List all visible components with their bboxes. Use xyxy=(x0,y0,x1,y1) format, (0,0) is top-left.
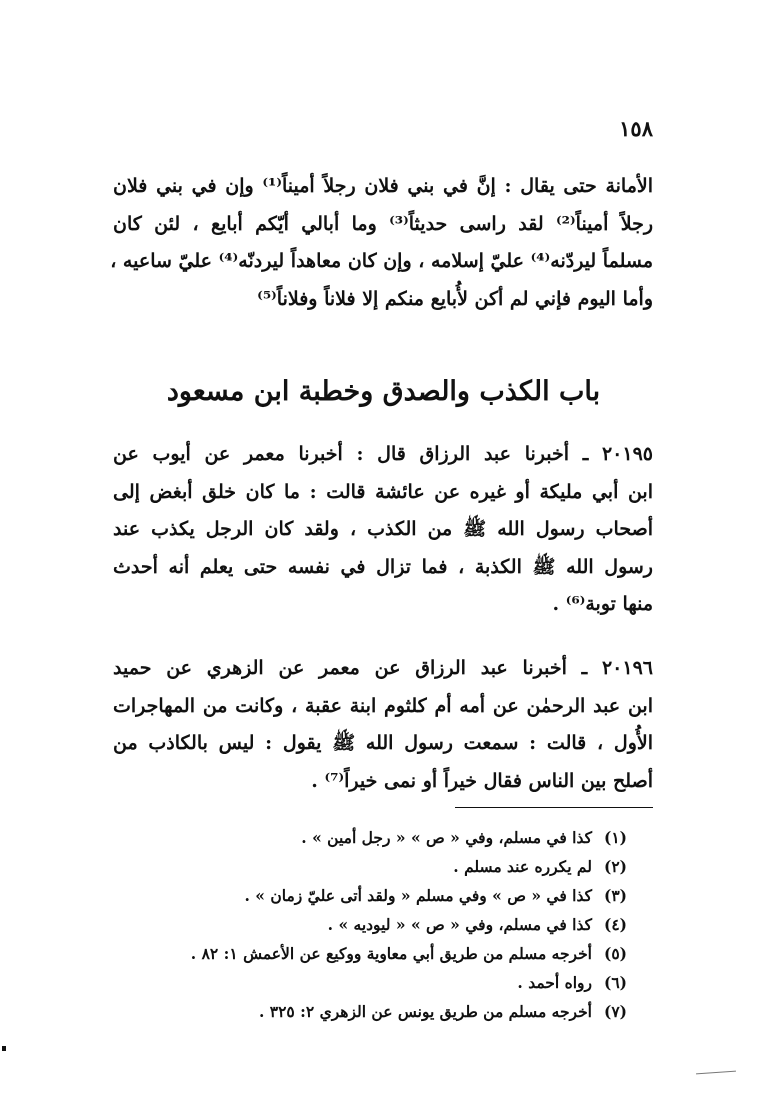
text-line: منها توبة⁽⁶⁾ . xyxy=(552,593,653,615)
footnote-text: لم يكرره عند مسلم . xyxy=(453,857,592,876)
footnote-number: (٧) xyxy=(603,1002,627,1021)
text-line: أصحاب رسول الله ﷺ من الكذب ، ولقد كان الرجل يكذب عند xyxy=(113,518,653,540)
footnote-text: كذا في « ص » وفي مسلم « ولقد أتى عليّ زمان » . xyxy=(244,886,592,905)
text-line: ابن أبي مليكة أو غيره عن عائشة قالت : ما كان خلق أبغض إلى xyxy=(113,480,653,503)
footnote-number: (٣) xyxy=(603,886,627,905)
footnote xyxy=(157,997,627,1026)
hadith-20195 xyxy=(113,436,653,624)
page-number: ١٥٨ xyxy=(619,116,653,141)
scan-artifact-dot xyxy=(2,1046,6,1051)
footnote-text: أخرجه مسلم من طريق يونس عن الزهري ٢: ٣٢٥ . xyxy=(258,1002,592,1021)
footnote-text: كذا في مسلم، وفي « ص » « ليوديه » . xyxy=(327,915,592,934)
text-line: رجلاً أميناً⁽²⁾ لقد راسى حديثاً⁽³⁾ وما أبالي أيّكم أبايع ، لئن كان xyxy=(113,212,654,235)
footnote-number: (١) xyxy=(603,828,627,847)
footnote xyxy=(157,881,627,910)
footnote xyxy=(157,939,627,968)
footnote-text: أخرجه مسلم من طريق أبي معاوية ووكيع عن الأعمش ١: ٨٢ . xyxy=(190,944,592,963)
text-line: رسول الله ﷺ الكذبة ، فما تزال في نفسه حتى يعلم أنه أحدث xyxy=(113,555,653,578)
footnote-number: (٢) xyxy=(603,857,627,876)
footnote xyxy=(157,823,627,852)
footnote-number: (٦) xyxy=(603,973,627,992)
text-line: مسلماً ليردّنه⁽⁴⁾ عليّ إسلامه ، وإن كان معاهداً ليردنّه⁽⁴⁾ عليّ ساعيه ، xyxy=(110,250,653,272)
footnote-divider xyxy=(455,807,653,808)
text-line: ٢٠١٩٥ ـ أخبرنا عبد الرزاق قال : أخبرنا معمر عن أيوب عن xyxy=(113,443,653,465)
section-title: باب الكذب والصدق وخطبة ابن مسعود xyxy=(166,376,601,407)
text-line: الأمانة حتى يقال : إنَّ في بني فلان رجلاً أميناً⁽¹⁾ وإن في بني فلان xyxy=(113,175,653,197)
opening-paragraph xyxy=(110,168,654,318)
text-line: أصلح بين الناس فقال خيراً أو نمى خيراً⁽⁷⁾ . xyxy=(311,769,653,792)
footnote-number: (٤) xyxy=(603,915,627,934)
footnote xyxy=(157,910,627,939)
footnote-number: (٥) xyxy=(603,944,627,963)
footnote xyxy=(157,968,627,997)
text-line: الأُول ، قالت : سمعت رسول الله ﷺ يقول : ليس بالكاذب من xyxy=(113,732,653,754)
hadith-20196 xyxy=(113,650,653,800)
footnote-text: رواه أحمد . xyxy=(517,973,592,992)
scan-artifact-stroke xyxy=(696,1071,736,1075)
text-line: ٢٠١٩٦ ـ أخبرنا عبد الرزاق عن معمر عن الزهري عن حميد xyxy=(113,657,653,679)
text-line: ابن عبد الرحمٰن عن أمه أم كلثوم ابنة عقبة ، وكانت من المهاجرات xyxy=(113,694,653,717)
text-line: وأما اليوم فإني لم أكن لأُبايع منكم إلا فلاناً وفلاناً⁽⁵⁾ xyxy=(257,287,653,310)
footnote xyxy=(157,852,627,881)
footnote-text: كذا في مسلم، وفي « ص » « رجل أمين » . xyxy=(301,828,592,847)
footnotes-list xyxy=(157,823,627,1026)
